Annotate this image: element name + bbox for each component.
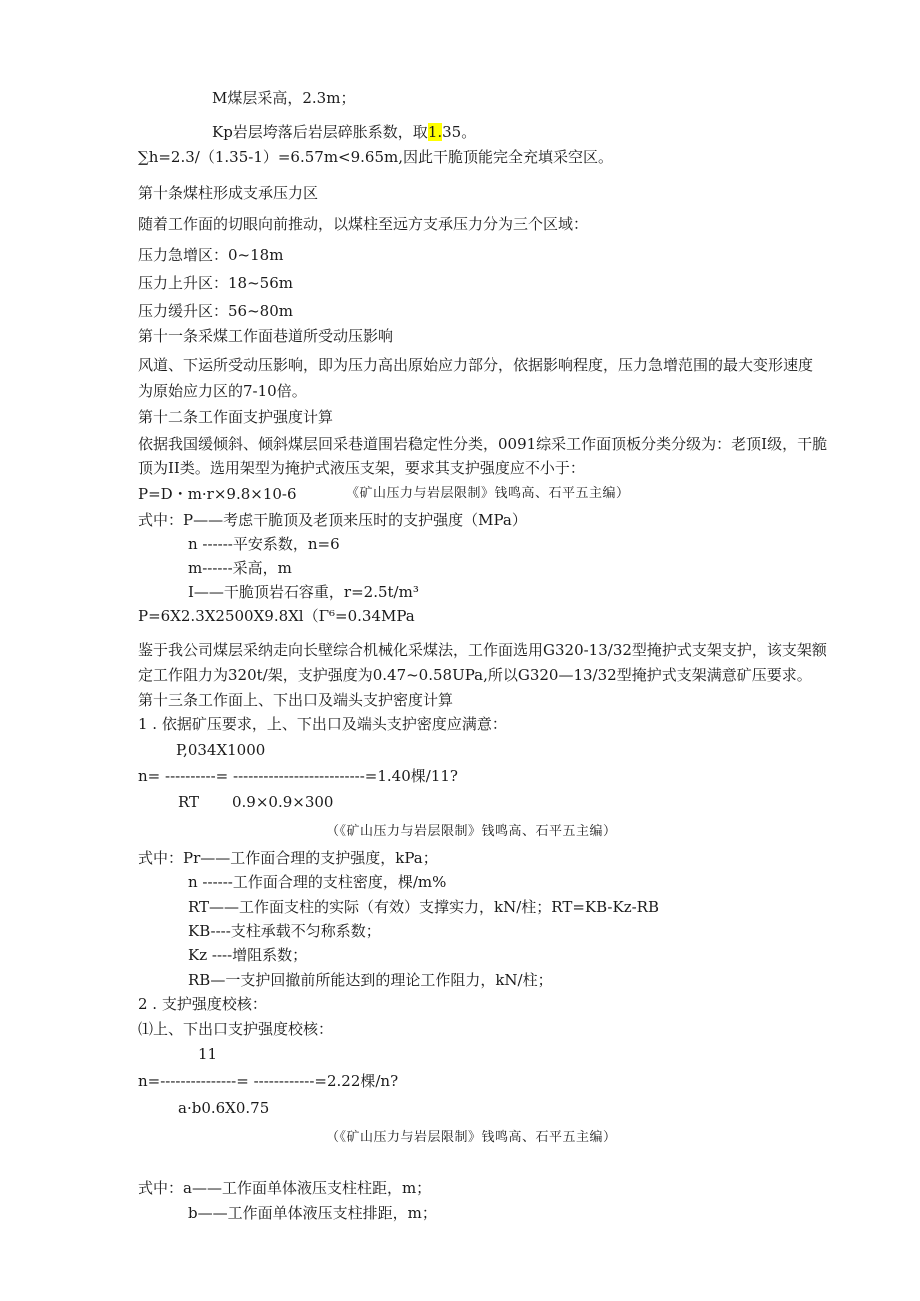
text-line: ⑴上、下出口支护强度校核：	[138, 1020, 334, 1038]
formula: 11	[198, 1045, 218, 1063]
text-line: RB—一支护回撤前所能达到的理论工作阻力，kN/柱；	[188, 971, 553, 989]
text-line: n ------平安系数，n=6	[188, 535, 340, 553]
text-line: 式中：Pr——工作面合理的支护强度，kPa；	[138, 849, 438, 867]
text-line: 压力缓升区：56~80m	[138, 302, 293, 320]
text-line: 1 . 依据矿压要求，上、下出口及端头支护密度应满意：	[138, 715, 507, 733]
text-line: 式中：P——考虑干脆顶及老顶来压时的支护强度（MPa）	[138, 511, 527, 529]
formula: P=6X2.3X2500X9.8Xl（Γ⁶=0.34MPa	[138, 607, 415, 625]
text-line: I——干脆顶岩石容重，r=2.5t/m³	[188, 583, 419, 601]
text-line	[212, 122, 476, 142]
text-line: Kz ----增阻系数；	[188, 946, 308, 964]
formula: n= ----------= --------------------------=1.40棵/11?	[138, 767, 458, 785]
section-heading: 第十三条工作面上、下出口及端头支护密度计算	[138, 691, 454, 709]
text-line: 依据我国缓倾斜、倾斜煤层回采巷道围岩稳定性分类，0091综采工作面顶板分类分级为：老顶I级，干脆	[138, 435, 828, 453]
formula: P=D・m·r×9.8×10-6	[138, 485, 297, 503]
formula: P,034X1000	[176, 741, 266, 759]
formula: a·b0.6X0.75	[178, 1099, 270, 1117]
text-line: m------采高，m	[188, 559, 292, 577]
section-heading: 第十二条工作面支护强度计算	[138, 408, 334, 426]
text-line: 风道、下运所受动压影响，即为压力高出原始应力部分，依据影响程度，压力急增范围的最大变形速度	[138, 356, 814, 374]
text-line: ∑h=2.3/（1.35-1）=6.57m<9.65m,因此干脆顶能完全充填采空区。	[138, 148, 614, 166]
text-line: 压力上升区：18~56m	[138, 274, 293, 292]
text-line: 顶为II类。选用架型为掩护式液压支架，要求其支护强度应不小于：	[138, 459, 585, 477]
text-line: M煤层采高，2.3m；	[212, 89, 356, 107]
citation: （《矿山压力与岩层限制》钱鸣高、石平五主编）	[326, 1130, 617, 1145]
text-line: 鉴于我公司煤层采纳走向长壁综合机械化采煤法，工作面选用G320-13/32型掩护式支架支护，该支架额	[138, 641, 827, 659]
text-line: 随着工作面的切眼向前推动，以煤柱至远方支承压力分为三个区域：	[138, 215, 589, 233]
text-line: 式中：a——工作面单体液压支柱柱距，m；	[138, 1179, 432, 1197]
text-line: 为原始应力区的7-10倍。	[138, 382, 307, 400]
formula: n=---------------= ------------=2.22棵/n?	[138, 1072, 399, 1090]
text-line: b——工作面单体液压支柱排距，m；	[188, 1204, 437, 1222]
text-line: 2 . 支护强度校核：	[138, 995, 267, 1013]
text-segment: 35。	[442, 123, 477, 141]
text-line: n ------工作面合理的支柱密度，棵/m%	[188, 873, 447, 891]
section-heading: 第十条煤柱形成支承压力区	[138, 184, 319, 202]
formula: RT	[178, 793, 200, 811]
formula: 0.9×0.9×300	[232, 793, 334, 811]
text-line: 定工作阻力为320t/架，支护强度为0.47~0.58UPa,所以G320—13/32型掩护式支架满意矿压要求。	[138, 666, 812, 684]
text-line: RT——工作面支柱的实际（有效）支撑实力，kN/柱；RT=KB-Kz-RB	[188, 898, 659, 916]
citation: 《矿山压力与岩层限制》钱鸣高、石平五主编）	[346, 486, 630, 501]
text-line: KB----支柱承载不匀称系数；	[188, 922, 381, 940]
section-heading: 第十一条采煤工作面巷道所受动压影响	[138, 327, 394, 345]
highlighted-text: 1.	[427, 123, 443, 141]
text-segment: Kp岩层垮落后岩层碎胀系数，取	[212, 123, 428, 141]
text-line: 压力急增区：0~18m	[138, 246, 284, 264]
citation: （《矿山压力与岩层限制》钱鸣高、石平五主编）	[326, 824, 617, 839]
